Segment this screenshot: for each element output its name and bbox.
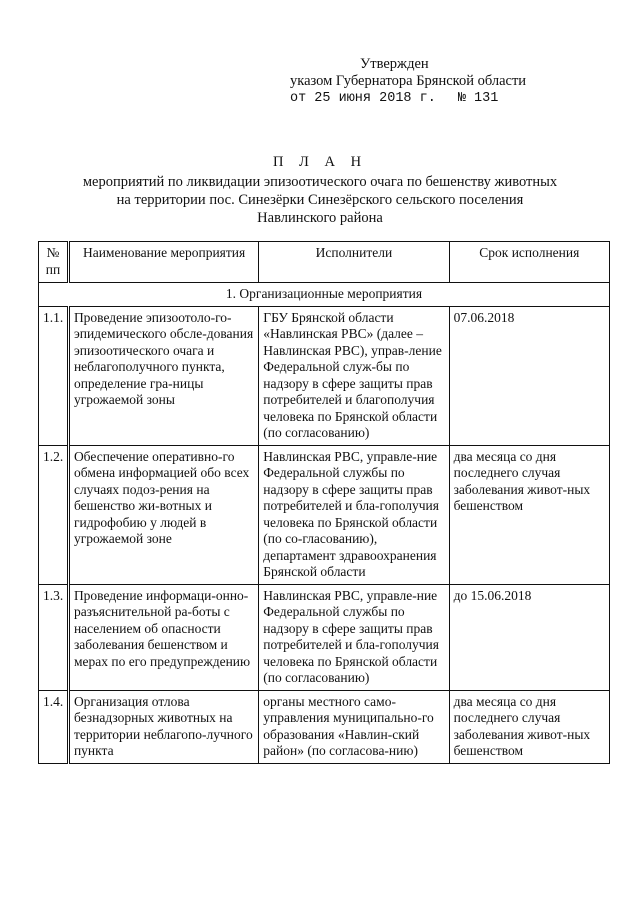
row-executors: ГБУ Брянской области «Навлинская РВС» (далее – Навлинская РВС), управ-ление Федеральной служ-бы по надзору в сфере защиты прав потребителей и благополучия человека по Брянской области (по согласованию) [259, 306, 449, 445]
row-executors: органы местного само-управления муниципально-го образования «Навлин-ский район» (по согласова-нию) [259, 690, 449, 763]
row-num: 1.1. [39, 306, 69, 445]
title-heading: П Л А Н [272, 154, 368, 170]
row-num: 1.2. [39, 445, 69, 584]
approval-date: от 25 июня 2018 г. [290, 91, 436, 106]
row-name: Организация отлова безнадзорных животных на территории неблагопо-лучного пункта [68, 690, 258, 763]
section-row [39, 283, 610, 307]
row-deadline: два месяца со дня последнего случая заболевания живот-ных бешенством [449, 690, 609, 763]
title-line-2: на территории пос. Синезёрки Синезёрского сельского поселения [116, 192, 524, 208]
approval-number: № 131 [457, 91, 499, 106]
header-num: № пп [39, 242, 69, 283]
row-num: 1.4. [39, 690, 69, 763]
row-executors: Навлинская РВС, управле-ние Федеральной службы по надзору в сфере защиты прав потребителей и бла-гополучия человека по Брянской области (по со-гласованию), департамент здравоохранения Брянской области [259, 445, 449, 584]
table-row [39, 584, 610, 690]
row-num: 1.3. [39, 584, 69, 690]
table-row [39, 690, 610, 763]
row-deadline: 07.06.2018 [449, 306, 609, 445]
row-name: Обеспечение оперативно-го обмена информацией обо всех случаях подоз-рения на бешенство жи-вотных и гидрофобию у людей в угрожаемой зоне [68, 445, 258, 584]
plan-table [38, 241, 610, 764]
header-executors: Исполнители [259, 242, 449, 283]
table-header-row [39, 242, 610, 283]
approval-decree: указом Губернатора Брянской области [290, 73, 527, 89]
approval-block [290, 56, 526, 107]
approval-date-line [290, 90, 526, 107]
row-deadline: до 15.06.2018 [449, 584, 609, 690]
row-name: Проведение информаци-онно-разъяснительной ра-боты с населением об опасности заболевания бешенством и мерах по его предупреждению [68, 584, 258, 690]
approval-title: Утвержден [360, 56, 429, 72]
table-row [39, 306, 610, 445]
row-name: Проведение эпизоотоло-го-эпидемического обсле-дования эпизоотического очага и неблагополучного пункта, определение гра-ницы угрожаемой зоны [68, 306, 258, 445]
section-title: 1. Организационные мероприятия [39, 283, 610, 307]
row-deadline: два месяца со дня последнего случая заболевания живот-ных бешенством [449, 445, 609, 584]
title-line-3: Навлинского района [257, 210, 383, 226]
document-title [0, 153, 640, 227]
header-name: Наименование мероприятия [68, 242, 258, 283]
table-row [39, 445, 610, 584]
row-executors: Навлинская РВС, управле-ние Федеральной службы по надзору в сфере защиты прав потребителей и бла-гополучия человека по Брянской области (по согласованию) [259, 584, 449, 690]
header-deadline: Срок исполнения [449, 242, 609, 283]
title-line-1: мероприятий по ликвидации эпизоотического очага по бешенству животных [82, 174, 558, 190]
